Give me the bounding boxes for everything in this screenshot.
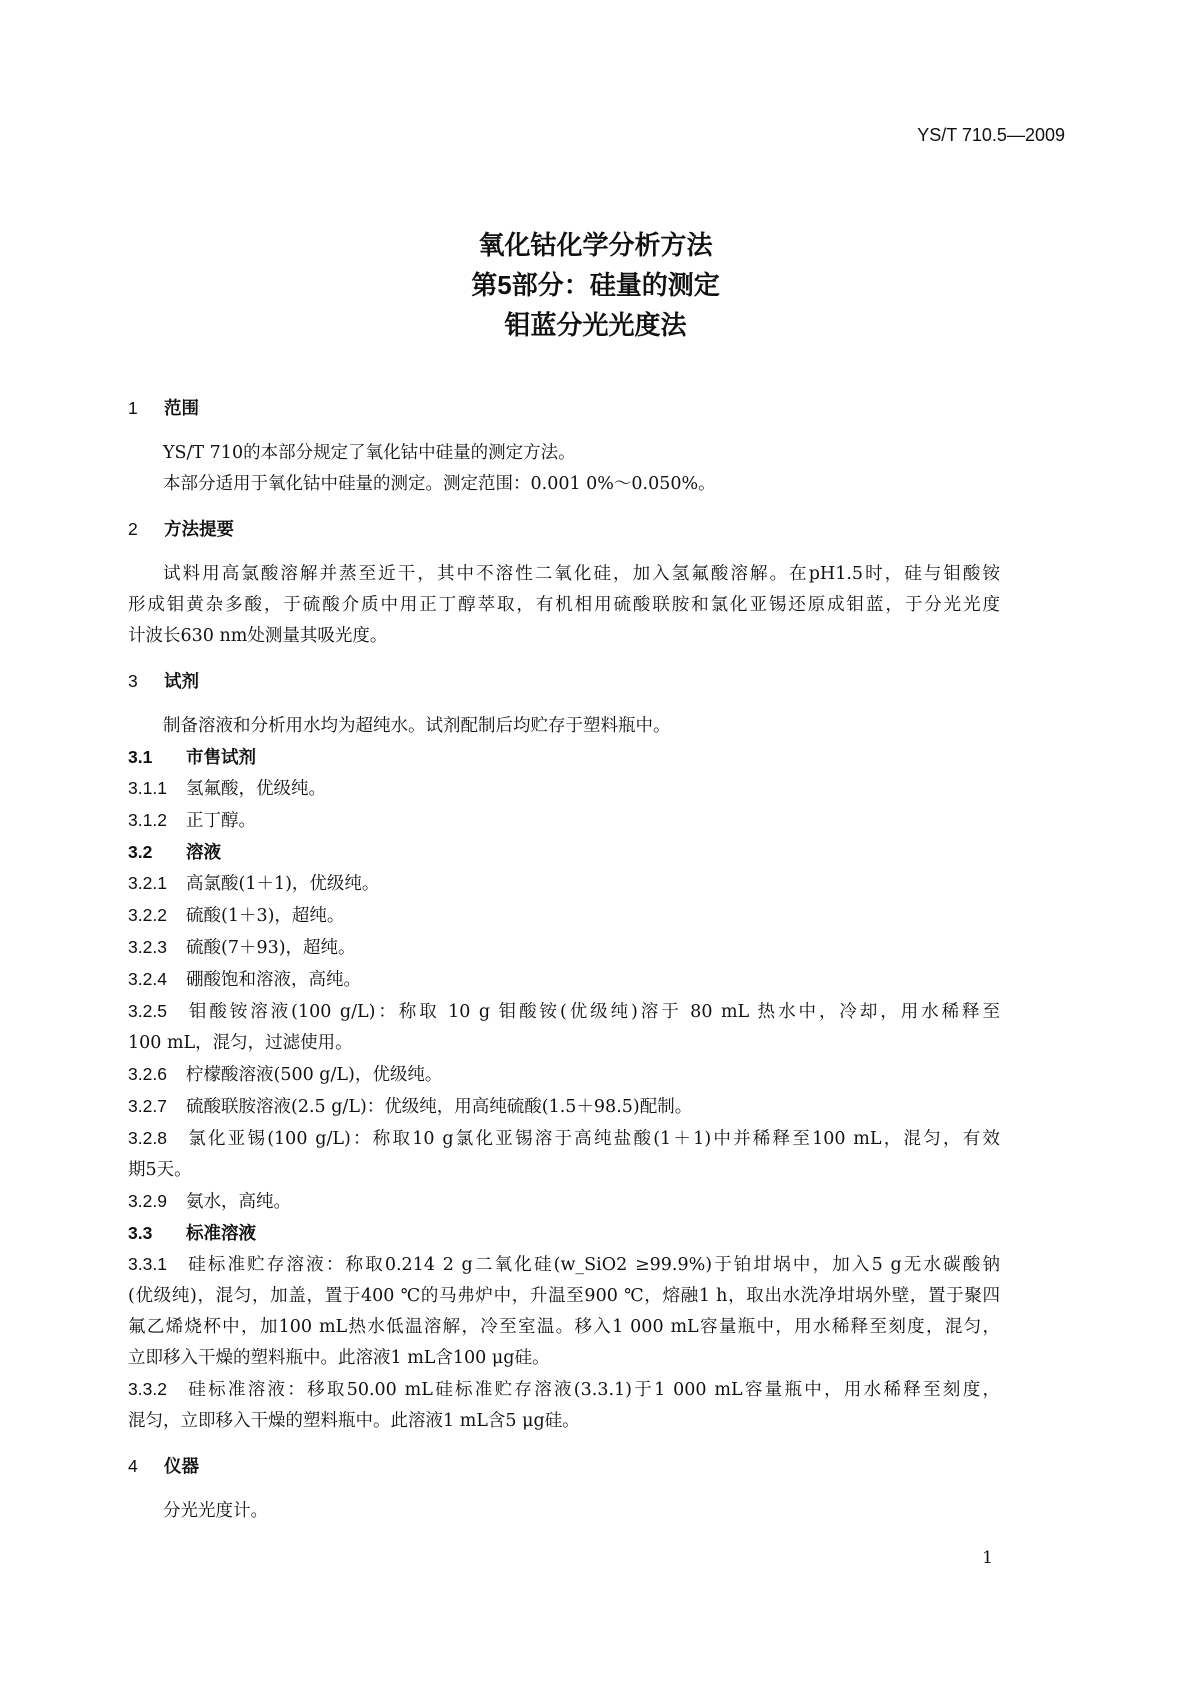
text-line: 试料用高氯酸溶解并蒸至近干，其中不溶性二氧化硅，加入氢氟酸溶解。在pH1.5时，硅与钼酸铵 [163, 564, 1000, 584]
section-3 [128, 666, 1000, 742]
section-number: 2 [128, 519, 138, 539]
item-number: 3.2.7 [128, 1096, 167, 1116]
subsection-heading [128, 837, 1000, 868]
section-title: 方法提要 [164, 519, 234, 539]
item-text: 100 mL，混匀，过滤使用。 [128, 1033, 353, 1053]
item-text: 硅标准溶液：移取50.00 mL硅标准贮存溶液(3.3.1)于1 000 mL容量瓶中，用水稀释至刻度， [186, 1380, 1000, 1400]
paragraph [128, 1496, 1000, 1527]
section-title: 仪器 [164, 1456, 199, 1476]
reagent-item [128, 868, 1000, 900]
item-text: 氯化亚锡(100 g/L)：称取10 g氯化亚锡溶于高纯盐酸(1＋1)中并稀释至100 mL，混匀，有效 [186, 1129, 1000, 1149]
subsection-number: 3.3 [128, 1223, 153, 1243]
item-text: 硫酸(1＋3)，超纯。 [186, 906, 345, 926]
title-line: 第5部分：硅量的测定 [471, 270, 720, 300]
item-text: 柠檬酸溶液(500 g/L)，优级纯。 [186, 1065, 443, 1085]
text-line [128, 1406, 1000, 1437]
text-line [128, 1343, 1000, 1374]
text-line: 分光光度计。 [163, 1501, 268, 1521]
subsection-title: 市售试剂 [186, 747, 256, 767]
item-number: 3.2.4 [128, 969, 167, 989]
item-text: 硼酸饱和溶液，高纯。 [186, 970, 361, 990]
item-number: 3.3.2 [128, 1379, 167, 1399]
paragraph [128, 469, 1000, 500]
text-line [128, 1281, 1000, 1312]
text-line: 本部分适用于氧化钴中硅量的测定。测定范围：0.001 0%～0.050%。 [163, 474, 716, 494]
section-heading [128, 393, 1000, 424]
text-line [128, 868, 1000, 900]
reagent-list [128, 742, 1000, 1437]
section-heading [128, 1451, 1000, 1482]
item-text: 钼酸铵溶液(100 g/L)：称取 10 g 钼酸铵(优级纯)溶于 80 mL 热水中，冷却，用水稀释至 [186, 1002, 1000, 1022]
page-number: 1 [982, 1548, 993, 1568]
item-number: 3.2.3 [128, 937, 167, 957]
section-4 [128, 1451, 1000, 1527]
item-number: 3.2.2 [128, 905, 167, 925]
text-line [128, 1091, 1000, 1123]
section-number: 1 [128, 398, 138, 418]
text-line [128, 1312, 1000, 1343]
item-number: 3.2.8 [128, 1128, 167, 1148]
reagent-item [128, 1249, 1000, 1374]
text-line [128, 1186, 1000, 1218]
item-text: 氢氟酸，优级纯。 [186, 779, 326, 799]
item-text: 期5天。 [128, 1160, 192, 1180]
title-line: 钼蓝分光光度法 [504, 310, 687, 340]
item-number: 3.2.1 [128, 873, 167, 893]
item-number: 3.2.9 [128, 1191, 167, 1211]
subsection-number: 3.2 [128, 842, 153, 862]
item-number: 3.2.6 [128, 1064, 167, 1084]
text-line [128, 964, 1000, 996]
subsection-heading [128, 1218, 1000, 1249]
text-line: 计波长630 nm处测量其吸光度。 [128, 626, 388, 646]
item-text: 正丁醇。 [186, 811, 256, 831]
section-2 [128, 514, 1000, 652]
section-1 [128, 393, 1000, 500]
text-line [128, 996, 1000, 1028]
text-line [128, 1028, 1000, 1059]
document-title [0, 225, 1191, 345]
item-text: 硅标准贮存溶液：称取0.214 2 g二氧化硅(w_SiO2 ≥99.9%)于铂坩埚中，加入5 g无水碳酸钠 [186, 1255, 1000, 1275]
reagent-item [128, 1186, 1000, 1218]
paragraph [128, 438, 1000, 469]
item-number: 3.2.5 [128, 1001, 167, 1021]
paragraph [128, 711, 1000, 742]
item-text: 硫酸(7＋93)，超纯。 [186, 938, 356, 958]
title-line: 氧化钴化学分析方法 [478, 230, 713, 260]
item-text: 混匀，立即移入干燥的塑料瓶中。此溶液1 mL含5 μg硅。 [128, 1411, 580, 1431]
item-text: (优级纯)，混匀，加盖，置于400 ℃的马弗炉中，升温至900 ℃，熔融1 h，取出水洗净坩埚外壁，置于聚四 [128, 1286, 1000, 1306]
item-text: 硫酸联胺溶液(2.5 g/L)：优级纯，用高纯硫酸(1.5＋98.5)配制。 [186, 1097, 693, 1117]
item-number: 3.3.1 [128, 1254, 167, 1274]
reagent-item [128, 1374, 1000, 1437]
reagent-item [128, 996, 1000, 1059]
text-line [128, 1249, 1000, 1281]
text-line: YS/T 710的本部分规定了氧化钴中硅量的测定方法。 [163, 443, 576, 463]
reagent-item [128, 773, 1000, 805]
reagent-item [128, 1123, 1000, 1186]
item-text: 氨水，高纯。 [186, 1192, 291, 1212]
section-number: 4 [128, 1456, 138, 1476]
subsection-title: 标准溶液 [186, 1223, 256, 1243]
item-text: 氟乙烯烧杯中，加100 mL热水低温溶解，冷至室温。移入1 000 mL容量瓶中，用水稀释至刻度，混匀， [128, 1317, 1000, 1337]
text-line [128, 1374, 1000, 1406]
subsection-heading [128, 742, 1000, 773]
text-line [128, 773, 1000, 805]
section-number: 3 [128, 671, 138, 691]
document-body [128, 393, 1000, 1527]
item-number: 3.1.1 [128, 778, 167, 798]
text-line: 制备溶液和分析用水均为超纯水。试剂配制后均贮存于塑料瓶中。 [163, 716, 671, 736]
text-line [128, 1123, 1000, 1155]
text-line [128, 932, 1000, 964]
reagent-item [128, 1059, 1000, 1091]
text-line: 形成钼黄杂多酸，于硫酸介质中用正丁醇萃取，有机相用硫酸联胺和氯化亚锡还原成钼蓝，于分光光度 [128, 595, 1000, 615]
item-text: 立即移入干燥的塑料瓶中。此溶液1 mL含100 μg硅。 [128, 1348, 550, 1368]
section-heading [128, 514, 1000, 545]
reagent-item [128, 932, 1000, 964]
subsection-title: 溶液 [186, 842, 221, 862]
section-heading [128, 666, 1000, 697]
reagent-item [128, 964, 1000, 996]
paragraph [128, 559, 1000, 652]
reagent-item [128, 1091, 1000, 1123]
reagent-item [128, 900, 1000, 932]
section-title: 范围 [164, 398, 199, 418]
text-line [128, 1155, 1000, 1186]
item-text: 高氯酸(1＋1)，优级纯。 [186, 874, 380, 894]
text-line [128, 900, 1000, 932]
subsection-number: 3.1 [128, 747, 153, 767]
reagent-item [128, 805, 1000, 837]
section-title: 试剂 [164, 671, 199, 691]
text-line [128, 805, 1000, 837]
item-number: 3.1.2 [128, 810, 167, 830]
text-line [128, 1059, 1000, 1091]
standard-number: YS/T 710.5—2009 [917, 125, 1065, 145]
